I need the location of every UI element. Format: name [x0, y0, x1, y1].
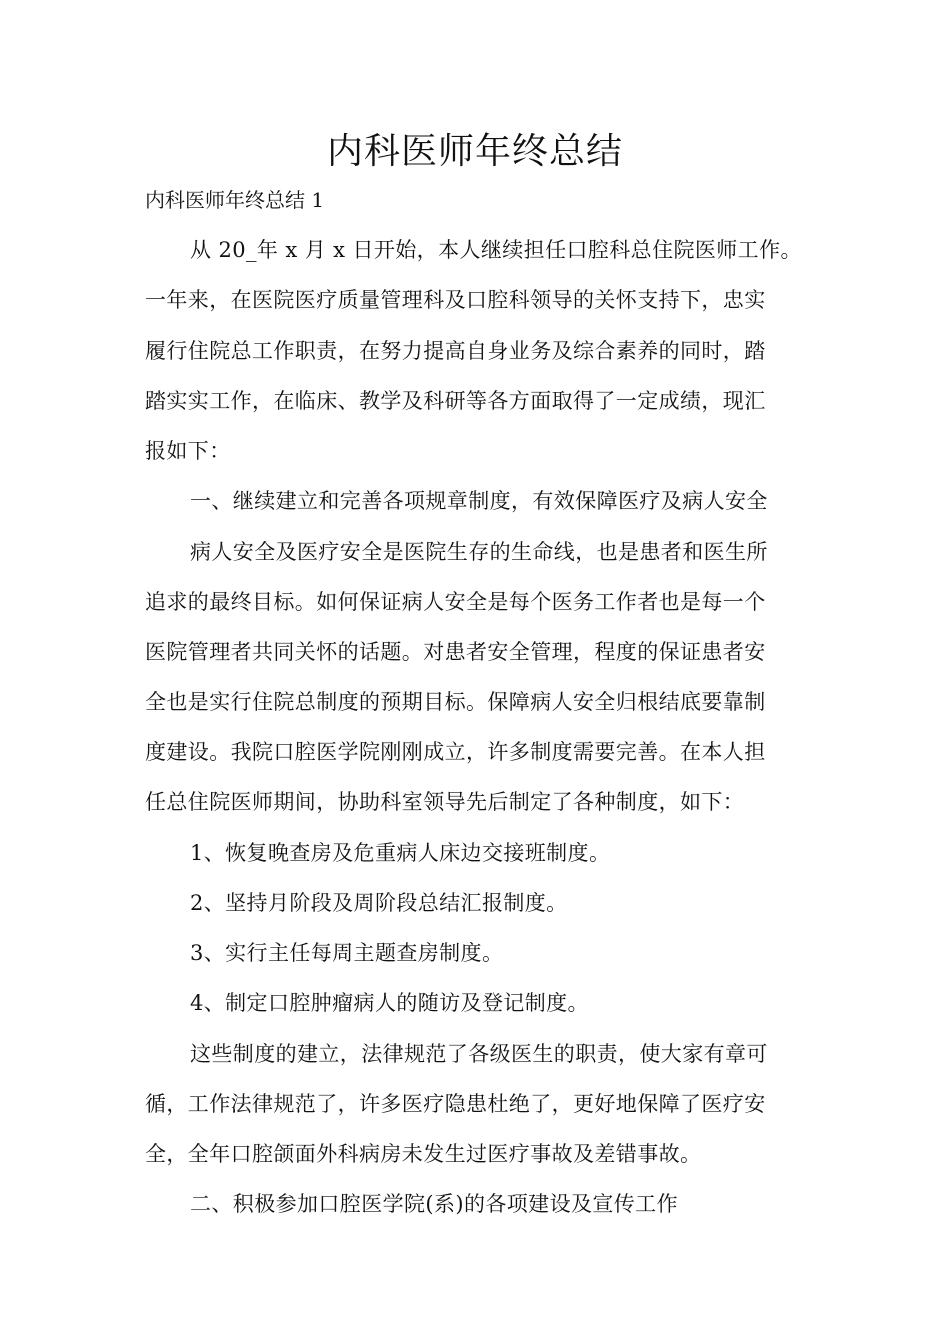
paragraph-line: 全也是实行住院总制度的预期目标。保障病人安全归根结底要靠制 — [145, 690, 766, 714]
paragraph-line: 一年来，在医院医疗质量管理科及口腔科领导的关怀支持下，忠实 — [145, 288, 766, 312]
paragraph-line: 任总住院医师期间，协助科室领导先后制定了各种制度，如下： — [145, 790, 745, 814]
paragraph-line: 履行住院总工作职责，在努力提高自身业务及综合素养的同时，踏 — [145, 339, 766, 363]
paragraph-line: 这些制度的建立，法律规范了各级医生的职责，使大家有章可 — [190, 1042, 768, 1066]
document-title: 内科医师年终总结 — [326, 131, 623, 172]
paragraph-line: 度建设。我院口腔医学院刚刚成立，许多制度需要完善。在本人担 — [145, 740, 766, 764]
paragraph-line: 病人安全及医疗安全是医院生存的生命线，也是患者和医生所 — [190, 540, 768, 564]
paragraph-line: 踏实实工作，在临床、教学及科研等各方面取得了一定成绩，现汇 — [145, 389, 766, 413]
list-item: 3、实行主任每周主题查房制度。 — [190, 941, 504, 965]
document-subtitle: 内科医师年终总结 1 — [145, 188, 325, 212]
paragraph-line: 从 20_年 x 月 x 日开始，本人继续担任口腔科总住院医师工作。 — [190, 238, 802, 262]
paragraph-line: 循，工作法律规范了，许多医疗隐患杜绝了，更好地保障了医疗安 — [145, 1092, 766, 1116]
list-item: 4、制定口腔肿瘤病人的随访及登记制度。 — [190, 991, 589, 1015]
paragraph-line: 报如下： — [145, 439, 231, 463]
paragraph-line: 全，全年口腔颌面外科病房未发生过医疗事故及差错事故。 — [145, 1142, 702, 1166]
paragraph-line: 追求的最终目标。如何保证病人安全是每个医务工作者也是每一个 — [145, 590, 766, 614]
section-heading: 一、继续建立和完善各项规章制度，有效保障医疗及病人安全 — [190, 489, 768, 513]
list-item: 1、恢复晚查房及危重病人床边交接班制度。 — [190, 841, 611, 865]
paragraph-line: 医院管理者共同关怀的话题。对患者安全管理，程度的保证患者安 — [145, 640, 766, 664]
list-item: 2、坚持月阶段及周阶段总结汇报制度。 — [190, 891, 568, 915]
section-heading: 二、积极参加口腔医学院(系)的各项建设及宣传工作 — [190, 1192, 678, 1216]
